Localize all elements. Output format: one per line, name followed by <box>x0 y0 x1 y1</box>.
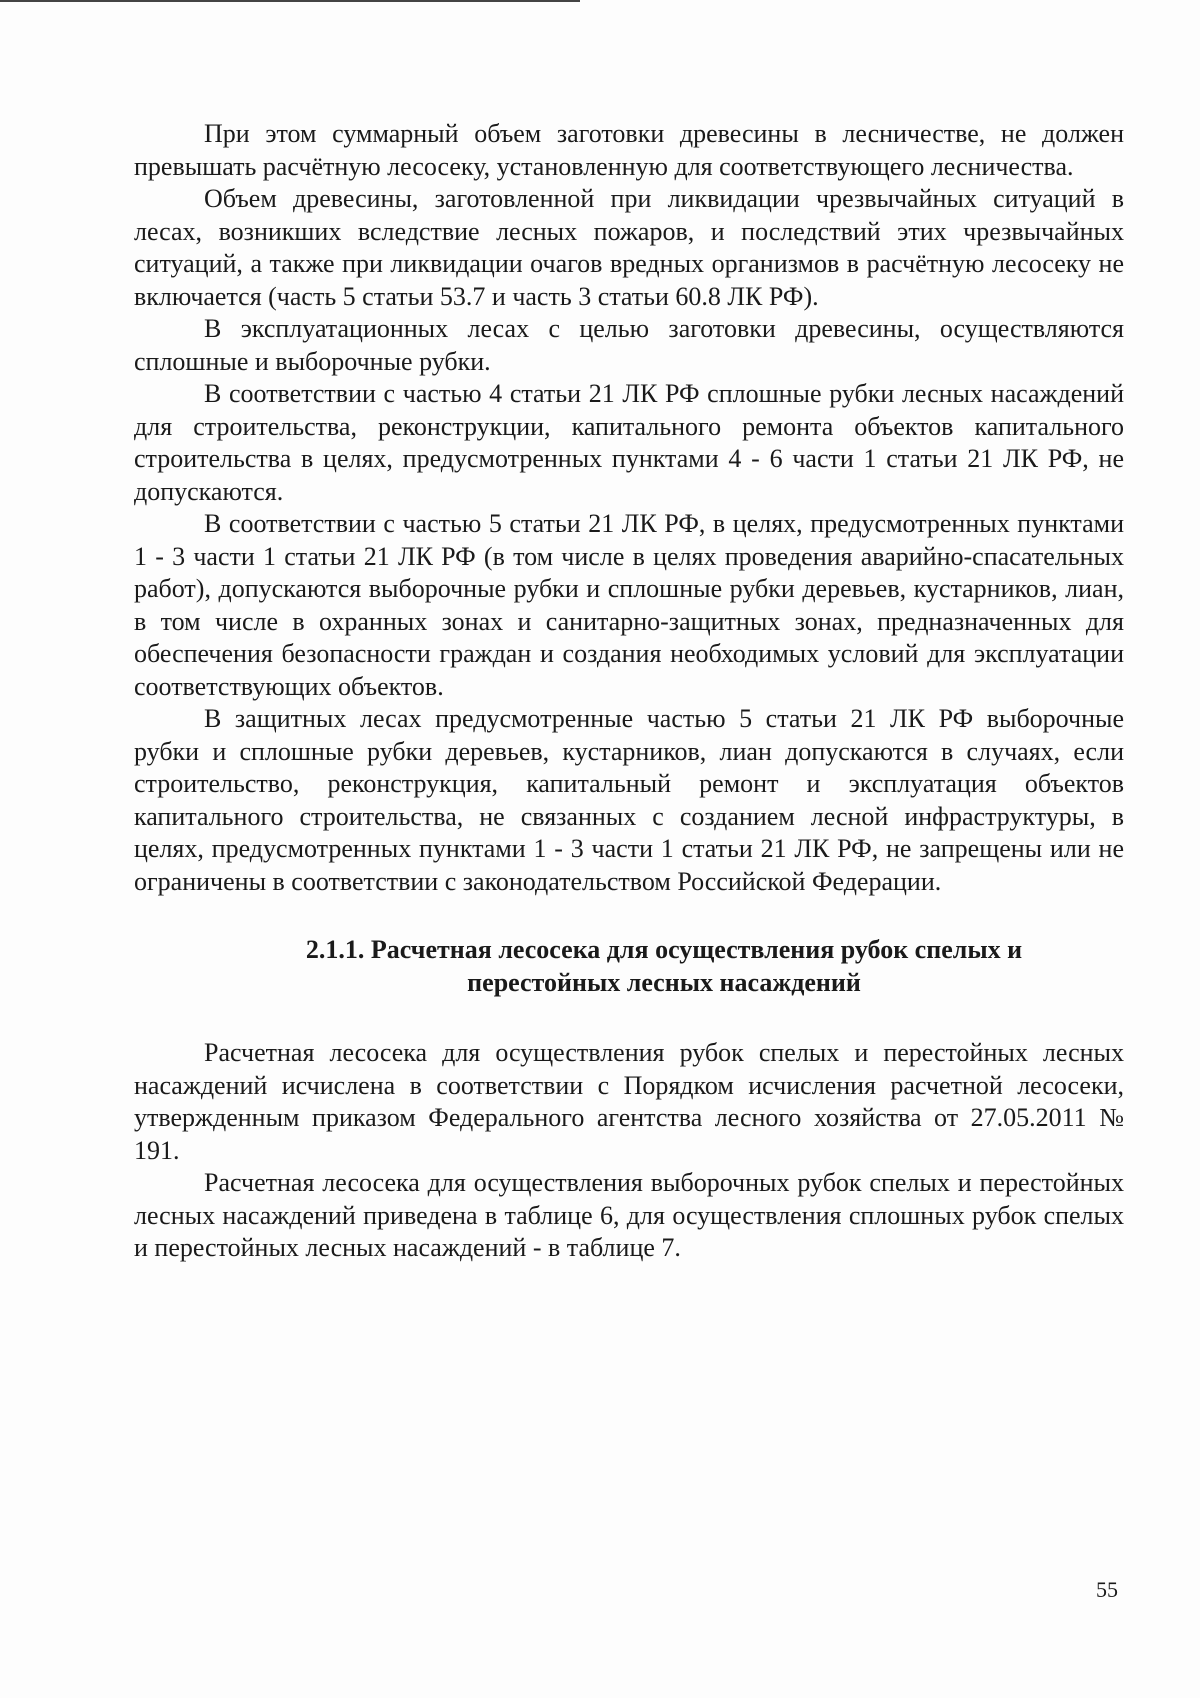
page-content <box>134 118 1124 1265</box>
paragraph: В соответствии с частью 5 статьи 21 ЛК РФ, в целях, предусмотренных пунктами 1 - 3 части 1 статьи 21 ЛК РФ (в том числе в целях проведения аварийно-спасательных работ), допускаются выборочные рубки и сплошные рубки деревьев, кустарников, лиан, в том числе в охранных зонах и санитарно-защитных зонах, предназначенных для обеспечения безопасности граждан и создания необходимых условий для эксплуатации соответствующих объектов. <box>134 509 1124 701</box>
paragraph: Расчетная лесосека для осуществления выборочных рубок спелых и перестойных лесных насаждений приведена в таблице 6, для осуществления сплошных рубок спелых и перестойных лесных насаждений - в таблице 7. <box>134 1168 1124 1262</box>
page-number: 55 <box>1096 1577 1118 1602</box>
scan-edge-line <box>0 0 580 2</box>
paragraph: Объем древесины, заготовленной при ликвидации чрезвычайных ситуаций в лесах, возникших вследствие лесных пожаров, и последствий этих чрезвычайных ситуаций, а также при ликвидации очагов вредных организмов в расчётную лесосеку не включается (часть 5 статьи 53.7 и часть 3 статьи 60.8 ЛК РФ). <box>134 184 1124 311</box>
paragraph: В защитных лесах предусмотренные частью 5 статьи 21 ЛК РФ выборочные рубки и сплошные рубки деревьев, кустарников, лиан допускаются в случаях, если строительство, реконструкция, капитальный ремонт и эксплуатация объектов капитального строительства, не связанных с созданием лесной инфраструктуры, в целях, предусмотренных пунктами 1 - 3 части 1 статьи 21 ЛК РФ, не запрещены или не ограничены в соответствии с законодательством Российской Федерации. <box>134 704 1124 896</box>
section-heading <box>134 934 1124 999</box>
section-body <box>134 1037 1124 1265</box>
paragraph: При этом суммарный объем заготовки древесины в лесничестве, не должен превышать расчётную лесосеку, установленную для соответствующего лесничества. <box>134 119 1124 181</box>
section-heading-line-2: перестойных лесных насаждений <box>467 967 861 997</box>
section-heading-line-1: 2.1.1. Расчетная лесосека для осуществления рубок спелых и <box>305 935 1023 964</box>
paragraph: В эксплуатационных лесах с целью заготовки древесины, осуществляются сплошные и выборочные рубки. <box>134 314 1124 376</box>
paragraph: В соответствии с частью 4 статьи 21 ЛК РФ сплошные рубки лесных насаждений для строительства, реконструкции, капитального ремонта объектов капитального строительства в целях, предусмотренных пунктами 4 - 6 части 1 статьи 21 ЛК РФ, не допускаются. <box>134 379 1124 506</box>
paragraph: Расчетная лесосека для осуществления рубок спелых и перестойных лесных насаждений исчислена в соответствии с Порядком исчисления расчетной лесосеки, утвержденным приказом Федерального агентства лесного хозяйства от 27.05.2011 № 191. <box>134 1038 1124 1165</box>
